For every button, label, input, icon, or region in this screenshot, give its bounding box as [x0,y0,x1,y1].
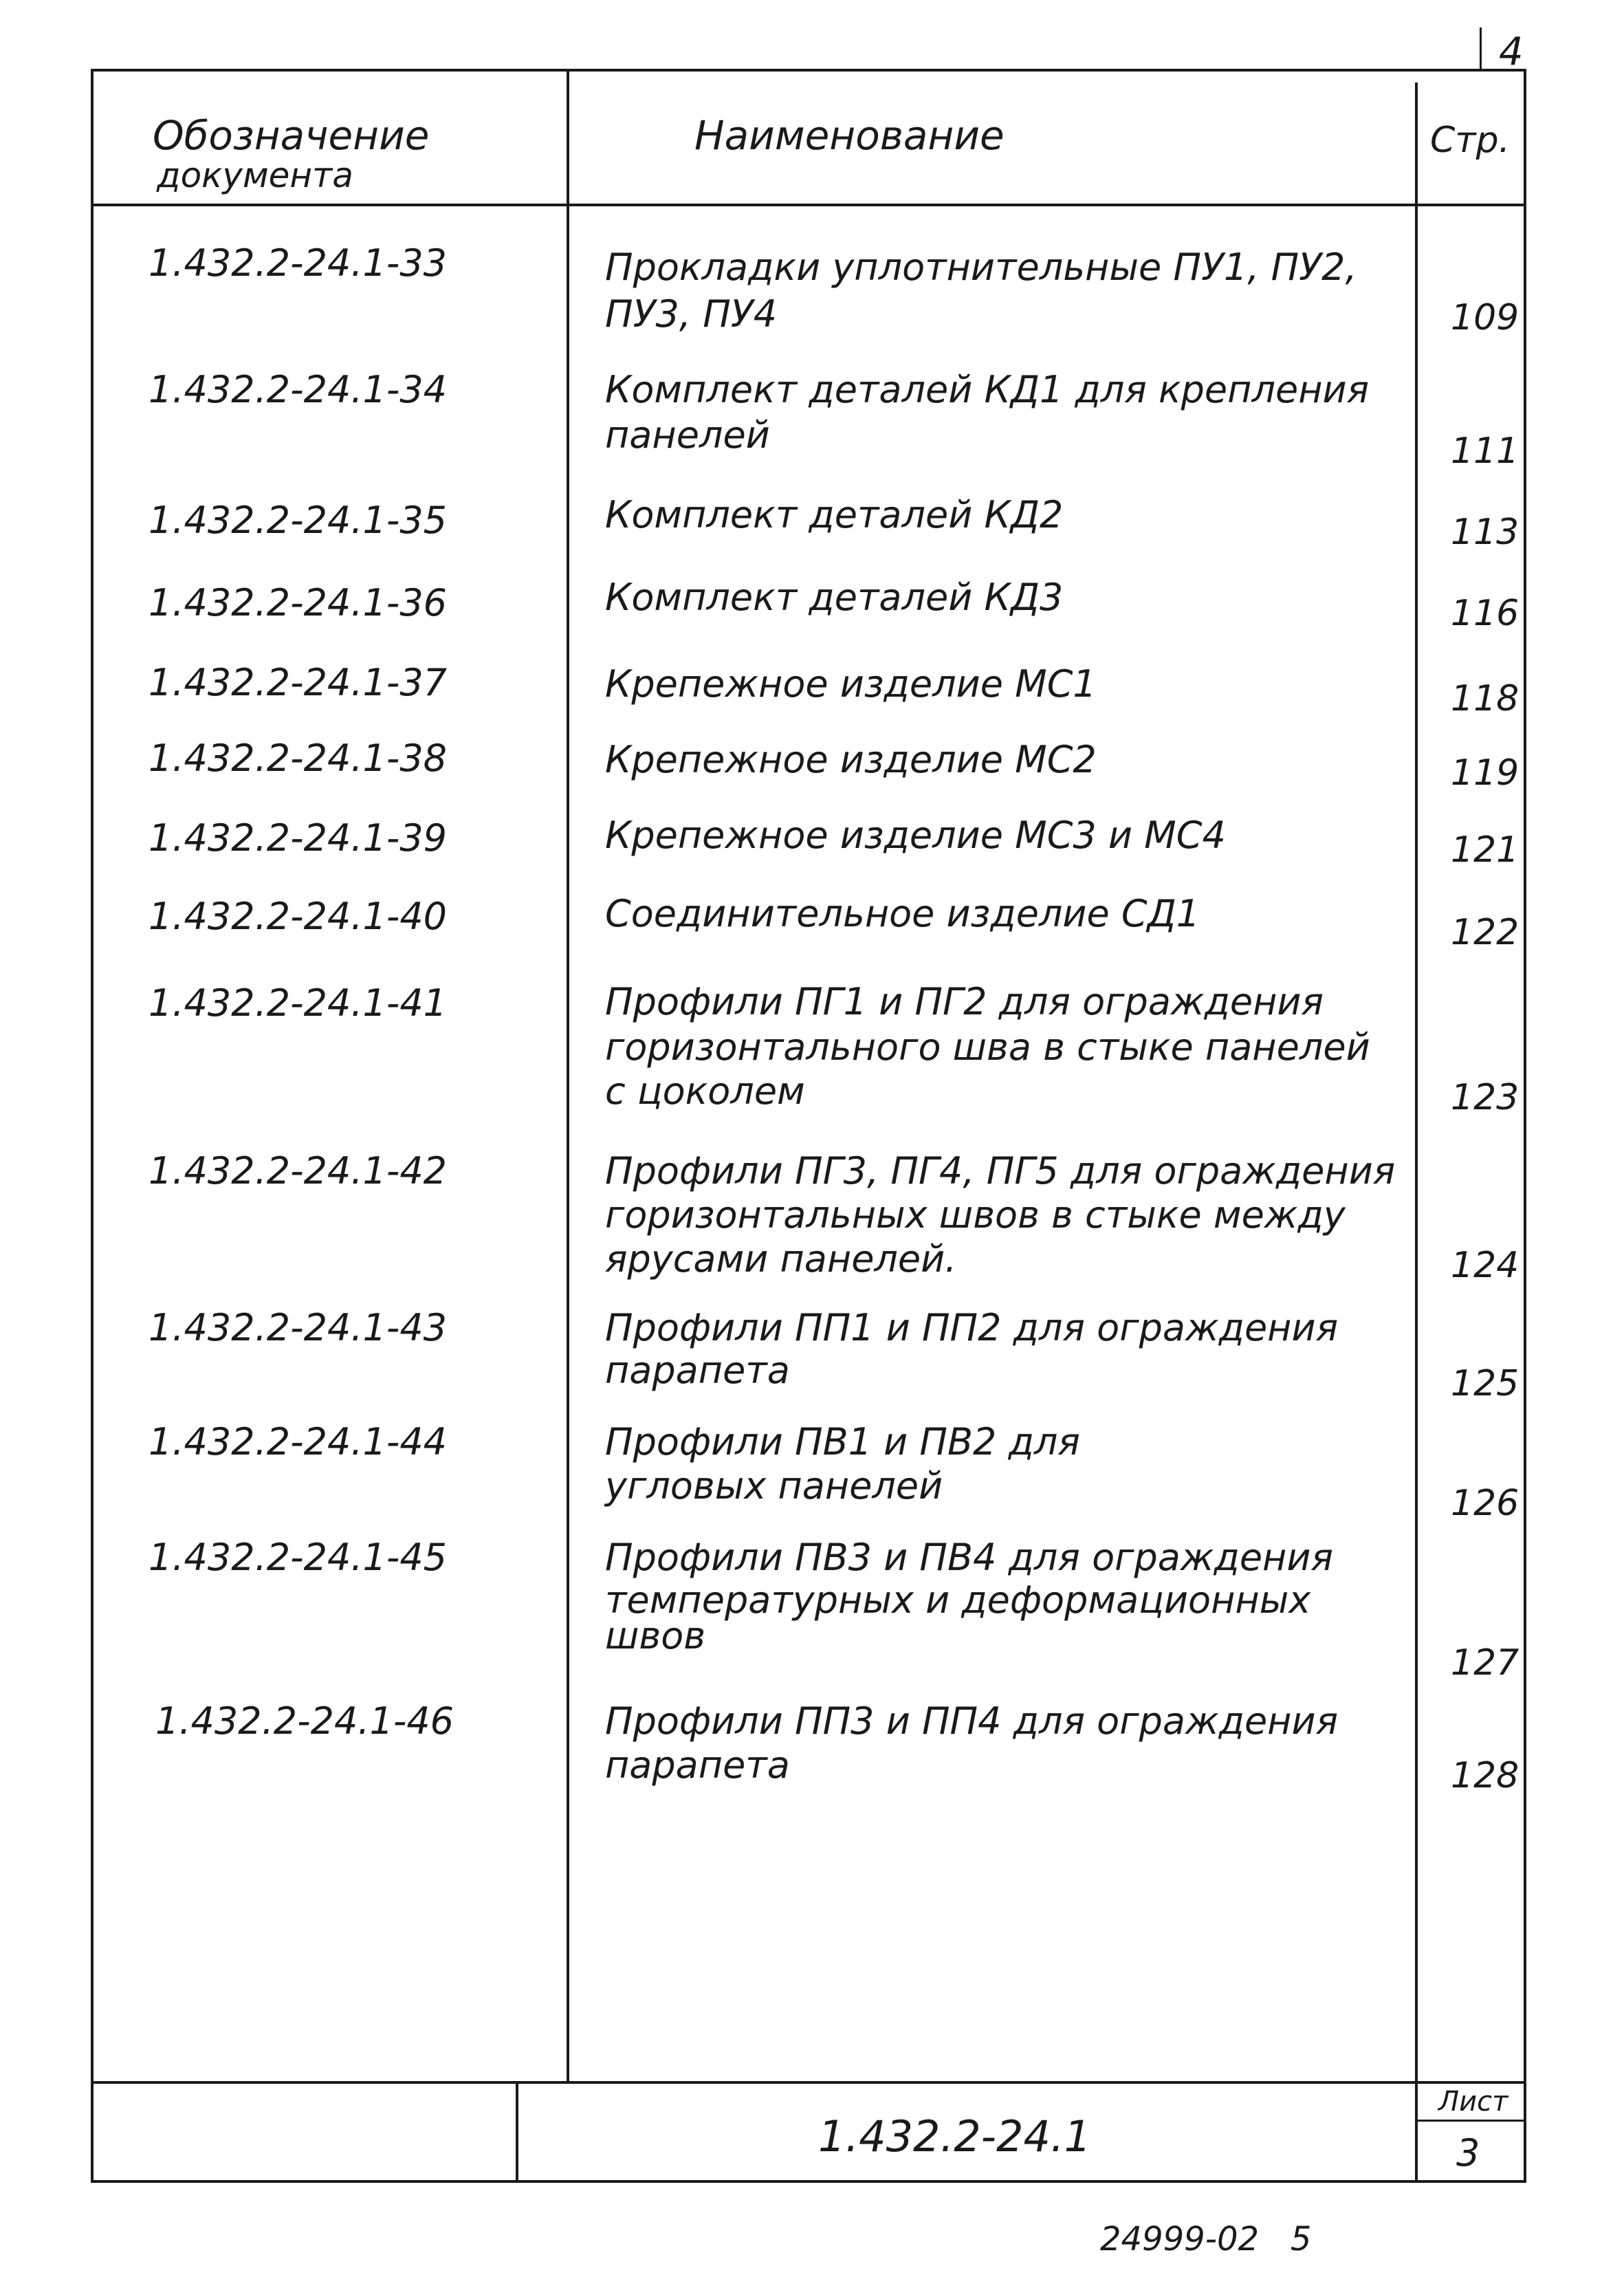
row-name-line: Соединительное изделие СД1 [605,892,1200,935]
frame-right [1524,69,1526,2181]
row-name-line: горизонтального шва в стыке панелей [605,1025,1370,1069]
frame-top [91,69,1525,72]
row-name-line: ПУ3, ПУ4 [605,292,778,336]
row-name-line: Профили ПВ1 и ПВ2 для [605,1420,1080,1463]
row-page: 111 [1451,431,1519,472]
row-name-line: парапета [605,1743,790,1787]
row-code: 1.432.2-24.1-43 [149,1306,448,1349]
row-name-line: Комплект деталей КД1 для крепления [605,368,1370,411]
row-code: 1.432.2-24.1-44 [149,1420,448,1463]
row-name-line: угловых панелей [605,1464,943,1507]
title-block-divider [516,2081,518,2181]
row-name-line: Прокладки уплотнительные ПУ1, ПУ2, [605,246,1357,289]
row-page: 126 [1451,1483,1519,1524]
row-code: 1.432.2-24.1-33 [149,241,448,285]
row-page: 119 [1451,752,1519,794]
row-name-line: Крепежное изделие МС1 [605,662,1097,706]
row-name-line: Профили ПГ1 и ПГ2 для ограждения [605,980,1324,1023]
row-name-line: Комплект деталей КД2 [605,493,1064,536]
row-page: 127 [1451,1642,1519,1684]
header-designation-sub: документа [157,155,353,195]
row-code: 1.432.2-24.1-42 [149,1149,448,1193]
row-code: 1.432.2-24.1-34 [149,368,448,411]
sheet-label: Лист [1438,2086,1508,2118]
row-name-line: Крепежное изделие МС3 и МС4 [605,814,1226,857]
row-page: 124 [1451,1245,1519,1286]
row-code: 1.432.2-24.1-38 [149,737,448,780]
row-code: 1.432.2-24.1-37 [149,661,448,704]
title-block-top [91,2081,1526,2084]
row-name-line: температурных и деформационных [605,1578,1311,1622]
header-designation: Обозначение [153,112,430,159]
row-name-line: ярусами панелей. [605,1237,957,1281]
header-name: Наименование [694,112,1005,159]
row-name-line: Профили ПП1 и ПП2 для ограждения [605,1306,1339,1349]
row-page: 122 [1451,912,1519,953]
column-divider-2 [1415,83,1418,2181]
row-code: 1.432.2-24.1-40 [149,895,448,938]
header-page: Стр. [1430,120,1511,161]
sheet-number: 3 [1456,2131,1480,2175]
row-page: 109 [1451,297,1519,338]
row-code: 1.432.2-24.1-46 [155,1699,454,1743]
row-code: 1.432.2-24.1-35 [149,499,448,542]
row-code: 1.432.2-24.1-45 [149,1536,448,1579]
row-page: 125 [1451,1363,1519,1404]
row-name-line: парапета [605,1349,790,1392]
row-page: 128 [1451,1755,1519,1796]
column-divider-1 [567,69,569,2084]
row-name-line: Профили ПГ3, ПГ4, ПГ5 для ограждения [605,1149,1396,1193]
row-code: 1.432.2-24.1-39 [149,816,448,860]
corner-number: 4 [1499,30,1524,74]
row-code: 1.432.2-24.1-41 [149,981,448,1025]
row-page: 118 [1451,678,1519,719]
row-name-line: Комплект деталей КД3 [605,576,1064,619]
sheet-label-divider [1416,2120,1525,2122]
row-name-line: с цоколем [605,1069,805,1113]
row-name-line: Профили ПП3 и ПП4 для ограждения [605,1699,1339,1743]
row-page: 116 [1451,593,1519,634]
row-name-line: Профили ПВ3 и ПВ4 для ограждения [605,1536,1333,1579]
row-page: 113 [1451,512,1519,553]
archive-stamp: 24999-02 5 [1100,2220,1312,2258]
corner-tick [1480,28,1482,70]
row-name-line: панелей [605,413,770,457]
frame-left [91,69,94,2181]
row-name-line: Крепежное изделие МС2 [605,738,1097,781]
row-name-line: швов [605,1614,706,1657]
header-divider [91,204,1526,206]
row-page: 123 [1451,1077,1519,1118]
frame-bottom [91,2180,1526,2183]
row-page: 121 [1451,829,1519,871]
footer-doc-code: 1.432.2-24.1 [818,2111,1092,2162]
row-name-line: горизонтальных швов в стыке между [605,1193,1346,1237]
row-code: 1.432.2-24.1-36 [149,581,448,624]
